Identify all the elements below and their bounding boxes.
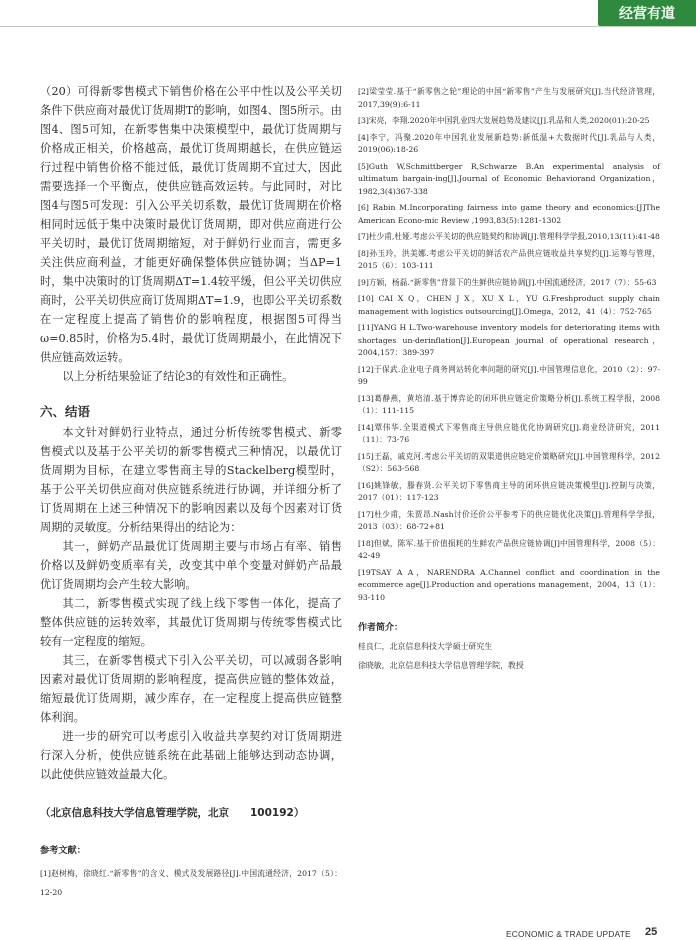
journal-name: ECONOMIC & TRADE UPDATE — [506, 929, 631, 939]
reference-item: [13]葛静燕，黄培清.基于博弈论的闭环供应链定价策略分析[J].系统工程学报，2008（1）：111-115 — [358, 393, 660, 415]
body-paragraph: 进一步的研究可以考虑引入收益共享契约对订货周期进行深入分析，使供应链系统在此基础上能够达到动态协调，以此使供应链效益最大化。 — [40, 730, 342, 781]
reference-item: [19TSAY A A，NARENDRA A.Channel conflict and coordination in the ecommerce age[J].Production and operations management，2004，13（1）：93-110 — [358, 567, 660, 602]
reference-item: [2]梁莹莹.基于“新零售之轮”理论的中国“新零售”产生与发展研究[J].当代经济管理，2017,39(9):6-11 — [358, 87, 660, 109]
section-heading: 六、结语 — [40, 404, 91, 419]
reference-item: [17]杜少甫，朱贾昂.Nash讨价还价公平参考下的供应链优化决策[J].管理科学学报，2013（03）：68-72+81 — [358, 509, 660, 531]
body-paragraph: 其二，新零售模式实现了线上线下零售一体化，提高了整体供应链的运转效率，其最优订货周期与传统零售模式比较有一定程度的缩短。 — [40, 597, 342, 648]
author-line: 桂良仁，北京信息科技大学硕士研究生 — [358, 641, 493, 651]
section-tab: 经营有道 — [598, 0, 696, 26]
reference-item: [12]于保武.企业电子商务网站转化率问题的研究[J].中国管理信息化，2010（2）：97-99 — [358, 364, 660, 386]
author-title: 作者简介： — [358, 623, 404, 633]
reference-item: [11]YANG H L.Two-warehouse inventory models for deteriorating items with shortages un-derinflation[J].European journal of operational research，2004,157：389-397 — [358, 323, 660, 357]
left-column — [40, 82, 342, 906]
body-paragraph: 以上分析结果验证了结论3的有效性和正确性。 — [62, 370, 294, 383]
reference-item: [4]李宁，冯聚.2020年中国乳业发展新趋势:新低温+大数据时代[J].乳品与人类，2019(06):18-26 — [358, 132, 660, 154]
affiliation: （北京信息科技大学信息管理学院，北京 100192） — [40, 807, 305, 819]
author-line: 徐晓敏，北京信息科技大学信息管理学院，教授 — [358, 661, 524, 670]
reference-item: [9]方颖，杨磊.“新零售”背景下的生鲜供应链协调[J].中国流通经济，2017（7）：55-63 — [358, 277, 657, 287]
reference-item: [3]宋亮，李翔.2020年中国乳业四大发展趋势及建议[J].乳品和人类,2020(01):20-25 — [358, 116, 650, 125]
body-paragraph: 其三，在新零售模式下引入公平关切，可以减弱各影响因素对最优订货周期的影响程度，提高供应链的整体效益，缩短最优订货周期，减少库存，在一定程度上提高供应链整体利润。 — [40, 654, 342, 724]
right-column — [358, 86, 660, 680]
reference-item: [6] Rabin M.Incorporating fairness into game theory and economics:[J]The American Econo-mic Review ,1993,83(5):1281-1302 — [358, 203, 660, 225]
reference-item: [16]姚锋敏，滕春贤.公平关切下零售商主导的闭环供应链决策模型[J].控制与决策，2017（01）：117-123 — [358, 480, 660, 502]
body-paragraph: 本文针对鲜奶行业特点，通过分析传统零售模式、新零售模式以及基于公平关切的新零售模式三种情况，以最优订货周期为目标，在建立零售商主导的Stackelberg模型时，基于公平关切供应商对供应链系统进行协调，并详细分析了订货周期在上述三种情况下的影响因素以及每个因素对订货周期的灵敏度。分析结果得出的结论为： — [40, 426, 342, 534]
reference-item: [18]但斌，陈军.基于价值损耗的生鲜农产品供应链协调[J]中国管理科学，2008（5）：42-49 — [358, 538, 660, 560]
reference-item: [10] CAI X Q，CHEN J X，XU X L，YU G.Freshproduct supply chain management with logistics outsourcing[J].Omega，2012，41（4）：752-765 — [358, 294, 660, 316]
reference-item: [8]孙玉玲，洪美娜.考虑公平关切的鲜活农产品供应链收益共享契约[J].运筹与管理，2015（6）：103-111 — [358, 248, 660, 270]
reference-item: [5]Guth W,Schmittberger R,Schwarze B.An experimental analysis of ultimatum bargain-ing[J].Journal of Economic Behaviorand Organization，1982,3(4)367-338 — [358, 161, 660, 196]
page-number: 25 — [645, 926, 658, 938]
reference-item: [7]杜少甫,杜娅.考虑公平关切的供应链契约和协调[J].管理科学学报,2010,13(11):41-48 — [358, 232, 660, 241]
references-title: 参考文献： — [40, 845, 86, 856]
reference-item: [1]赵树梅，徐晓红.“新零售”的含义、模式及发展路径[J].中国流通经济，2017（5）：12-20 — [40, 869, 342, 897]
body-paragraph: 其一，鲜奶产品最优订货周期主要与市场占有率、销售价格以及鲜奶变质率有关，改变其中单个变量对鲜奶产品最优订货周期均会产生较大影响。 — [40, 540, 342, 591]
reference-item: [14]覃伟华.全渠道模式下零售商主导供应链优化协调研究[J].商业经济研究，2011（11）：73-76 — [358, 422, 660, 444]
header-divider — [0, 26, 696, 27]
body-paragraph: （20）可得新零售模式下销售价格在公平中性以及公平关切条件下供应商对最优订货周期T的影响，如图4、图5所示。由图4、图5可知，在新零售集中决策模型中，最优订货周期与价格成正相关，价格越高，最优订货周期越长，在供应链运行过程中销售价格不能过低，最优订货周期不宜过大，因此需要选择一个平衡点，使供应链高效运转。与此同时，对比图4与图5可发现：引入公平关切系数，最优订货周期在价格相同时远低于集中决策时最优订货周期，即对供应商进行公平关切时，最优订货周期缩短，对于鲜奶行业而言，需更多关注供应商利益，才能更好确保整体供应链协调；当ΔP=1时，集中决策时的订货周期ΔT=1.4较平缓，但公平关切供应商时，公平关切供应商订货周期ΔT=1.9，也即公平关切系数在一定程度上提高了销售价的影响程度，根据图5可得当ω=0.85时，价格为5.4时，最优订货周期最小，在此情况下供应链高效运转。 — [40, 85, 342, 364]
reference-item: [15]王磊，戚克河.考虑公平关切的双渠道供应链定价策略研究[J].中国管理科学，2012（S2）：563-568 — [358, 451, 660, 473]
